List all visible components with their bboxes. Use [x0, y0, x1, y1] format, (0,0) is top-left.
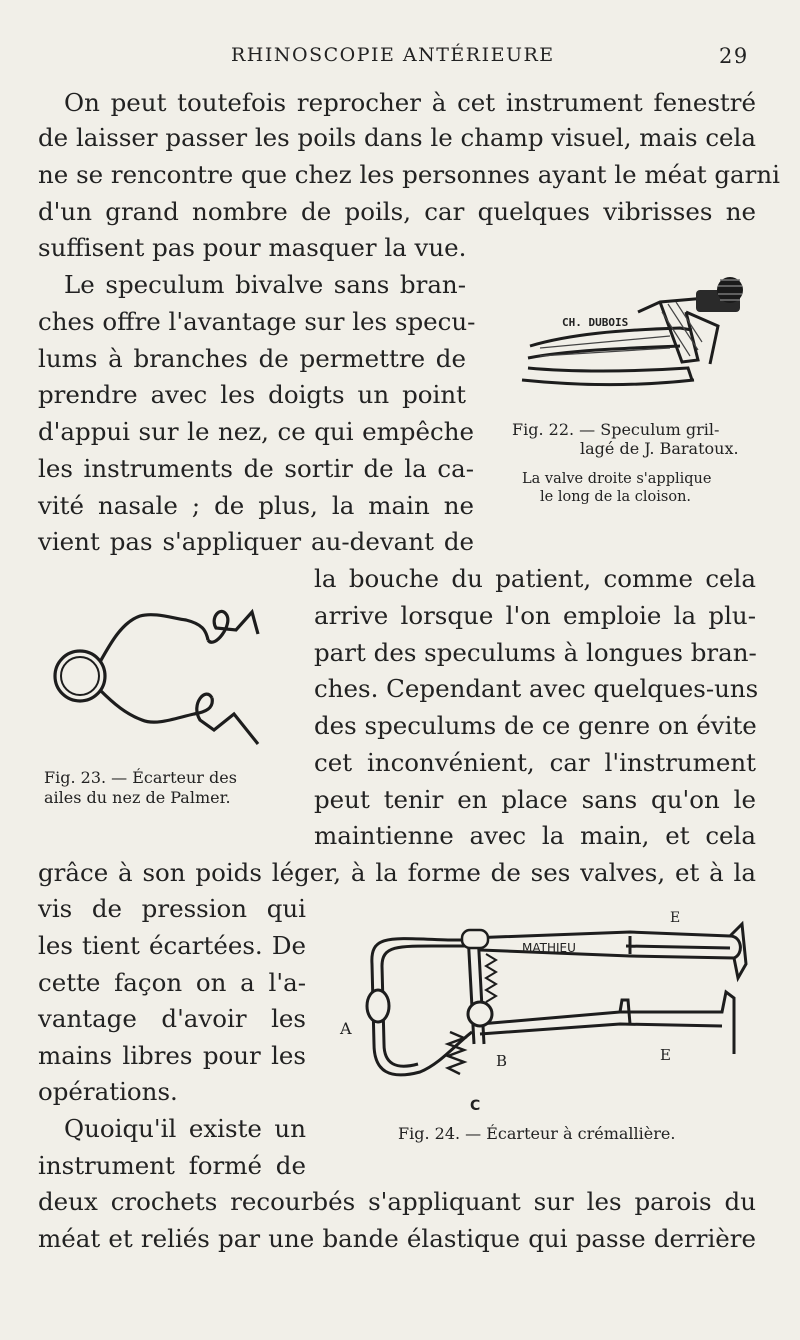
- pivot-b: [468, 1002, 492, 1026]
- page-number: 29: [719, 44, 749, 68]
- rack-retractor-engraving: [330, 894, 760, 1116]
- running-title: RHINOSCOPIE ANTÉRIEURE: [231, 44, 555, 66]
- body-line: cette façon on a l'a-: [38, 968, 306, 997]
- body-line: lums à branches de permettre de: [38, 344, 466, 373]
- maker-mark: CH. DUBOIS: [562, 316, 629, 329]
- body-line: deux crochets recourbés s'appliquant sur les parois du: [38, 1187, 756, 1216]
- label-c: C: [470, 1098, 481, 1114]
- palmer-retractor-engraving: [44, 594, 274, 754]
- body-line: Quoiqu'il existe un: [64, 1114, 306, 1143]
- fig23-caption: ailes du nez de Palmer.: [44, 788, 231, 807]
- label-e-top: E: [670, 910, 681, 926]
- fig22-caption: Fig. 22. — Speculum gril-: [512, 420, 720, 439]
- body-line: vité nasale ; de plus, la main ne: [38, 491, 474, 520]
- spring-c: [448, 1032, 464, 1074]
- label-e-bottom: E: [660, 1046, 671, 1064]
- fig22-caption: lagé de J. Baratoux.: [580, 439, 739, 458]
- body-line: peut tenir en place sans qu'on le: [314, 785, 756, 814]
- fig22-note: le long de la cloison.: [540, 489, 692, 505]
- body-line: vis de pression qui: [38, 894, 306, 923]
- figure-22-speculum: [510, 268, 756, 398]
- body-line: suffisent pas pour masquer la vue.: [38, 233, 467, 262]
- body-line: ches offre l'avantage sur les specu-: [38, 307, 476, 336]
- body-line: de laisser passer les poils dans le champ visuel, mais cela: [38, 123, 756, 152]
- figure-23-palmer-retractor: [44, 594, 274, 754]
- body-line: Le speculum bivalve sans bran-: [64, 270, 466, 299]
- fig24-caption: Fig. 24. — Écarteur à crémallière.: [398, 1124, 676, 1143]
- body-line: opérations.: [38, 1077, 178, 1106]
- body-line: prendre avec les doigts un point: [38, 380, 466, 409]
- figure-24-rack-retractor: [330, 894, 760, 1116]
- body-line: grâce à son poids léger, à la forme de ses valves, et à la: [38, 858, 756, 887]
- fig23-caption: Fig. 23. — Écarteur des: [44, 768, 237, 787]
- fig22-note: La valve droite s'applique: [522, 471, 712, 487]
- hinge-a: [367, 990, 389, 1022]
- body-line: des speculums de ce genre on évite: [314, 711, 757, 740]
- body-line: ches. Cependant avec quelques-uns: [314, 674, 759, 703]
- label-a: A: [340, 1019, 352, 1038]
- body-line: d'un grand nombre de poils, car quelques vibrisses ne: [38, 197, 756, 226]
- body-line: cet inconvénient, car l'instrument: [314, 748, 756, 777]
- body-line: les tient écartées. De: [38, 931, 306, 960]
- body-line: la bouche du patient, comme cela: [314, 564, 756, 593]
- body-line: les instruments de sortir de la ca-: [38, 454, 474, 483]
- speculum-engraving: [510, 268, 756, 398]
- body-line: vantage d'avoir les: [38, 1004, 306, 1033]
- maker-mark: MATHIEU: [522, 941, 576, 955]
- body-line: arrive lorsque l'on emploie la plu-: [314, 601, 756, 630]
- body-line: maintienne avec la main, et cela: [314, 821, 756, 850]
- slider-collar: [462, 930, 488, 948]
- body-line: ne se rencontre que chez les personnes ayant le méat garni: [38, 160, 780, 189]
- body-line: part des speculums à longues bran-: [314, 638, 757, 667]
- body-line: mains libres pour les: [38, 1041, 306, 1070]
- rack-teeth: [486, 954, 496, 1002]
- body-line: On peut toutefois reprocher à cet instrument fenestré: [64, 88, 756, 117]
- body-line: d'appui sur le nez, ce qui empêche: [38, 417, 474, 446]
- body-line: méat et reliés par une bande élastique qui passe derrière: [38, 1224, 756, 1253]
- body-line: vient pas s'appliquer au-devant de: [38, 527, 474, 556]
- body-line: instrument formé de: [38, 1151, 306, 1180]
- label-b: B: [496, 1052, 508, 1070]
